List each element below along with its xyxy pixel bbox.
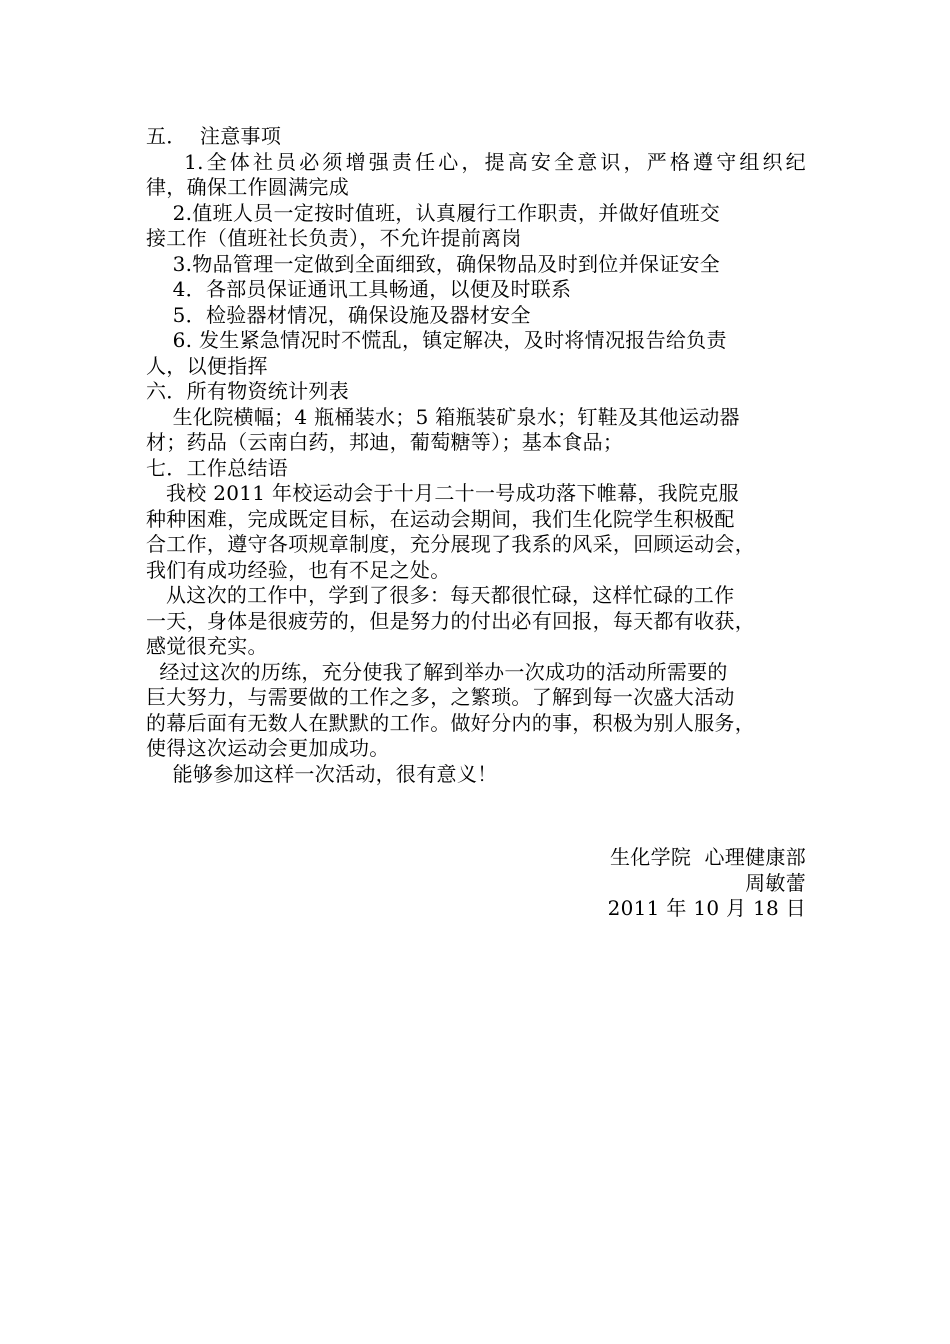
text-line: 4．各部员保证通讯工具畅通，以便及时联系	[146, 277, 572, 301]
section-heading: 六．所有物资统计列表	[146, 379, 349, 403]
signature-department: 生化学院 心理健康部	[609, 845, 806, 869]
text-line: 3.物品管理一定做到全面细致，确保物品及时到位并保证安全	[146, 251, 721, 276]
text-line: 2.值班人员一定按时值班，认真履行工作职责，并做好值班交	[146, 200, 721, 225]
text-line: 接工作（值班社长负责），不允许提前离岗	[146, 226, 522, 250]
text-line: 我校 2011 年校运动会于十月二十一号成功落下帷幕，我院克服	[146, 481, 739, 505]
text-line: 5．检验器材情况，确保设施及器材安全	[146, 302, 531, 327]
text-line: 经过这次的历练，充分使我了解到举办一次成功的活动所需要的	[146, 659, 728, 684]
text-line: 我们有成功经验，也有不足之处。	[146, 557, 451, 582]
text-line: 从这次的工作中，学到了很多：每天都很忙碌，这样忙碌的工作	[146, 583, 735, 607]
text-line: 巨大努力，与需要做的工作之多，之繁琐。了解到每一次盛大活动	[146, 685, 735, 709]
signature-date: 2011 年 10 月 18 日	[607, 896, 806, 920]
section-heading: 五． 注意事项	[146, 124, 282, 148]
document-body	[146, 124, 806, 787]
text-line: 种种困难，完成既定目标，在运动会期间，我们生化院学生积极配	[146, 506, 735, 531]
text-line: 感觉很充实。	[146, 634, 268, 658]
text-line: 6. 发生紧急情况时不慌乱，镇定解决，及时将情况报告给负责	[146, 328, 727, 352]
text-line: 一天，身体是很疲劳的，但是努力的付出必有回报，每天都有收获，	[146, 608, 755, 633]
signature-name: 周敏蕾	[745, 870, 806, 895]
text-line: 1.全体社员必须增强责任心，提高安全意识，严格遵守组织纪	[146, 149, 806, 174]
text-line: 材；药品（云南白药，邦迪，葡萄糖等）；基本食品；	[146, 430, 624, 454]
text-line: 生化院横幅；4 瓶桶装水；5 箱瓶装矿泉水；钉鞋及其他运动器	[146, 404, 740, 429]
text-line: 人，以便指挥	[146, 353, 268, 378]
text-line: 合工作，遵守各项规章制度，充分展现了我系的风采，回顾运动会，	[146, 532, 755, 556]
text-line: 能够参加这样一次活动，很有意义！	[146, 761, 498, 786]
text-line: 使得这次运动会更加成功。	[146, 736, 390, 760]
text-line: 律，确保工作圆满完成	[146, 175, 349, 199]
signature-block	[608, 845, 806, 922]
section-heading: 七．工作总结语	[146, 455, 289, 480]
text-line: 的幕后面有无数人在默默的工作。做好分内的事，积极为别人服务，	[146, 710, 755, 735]
